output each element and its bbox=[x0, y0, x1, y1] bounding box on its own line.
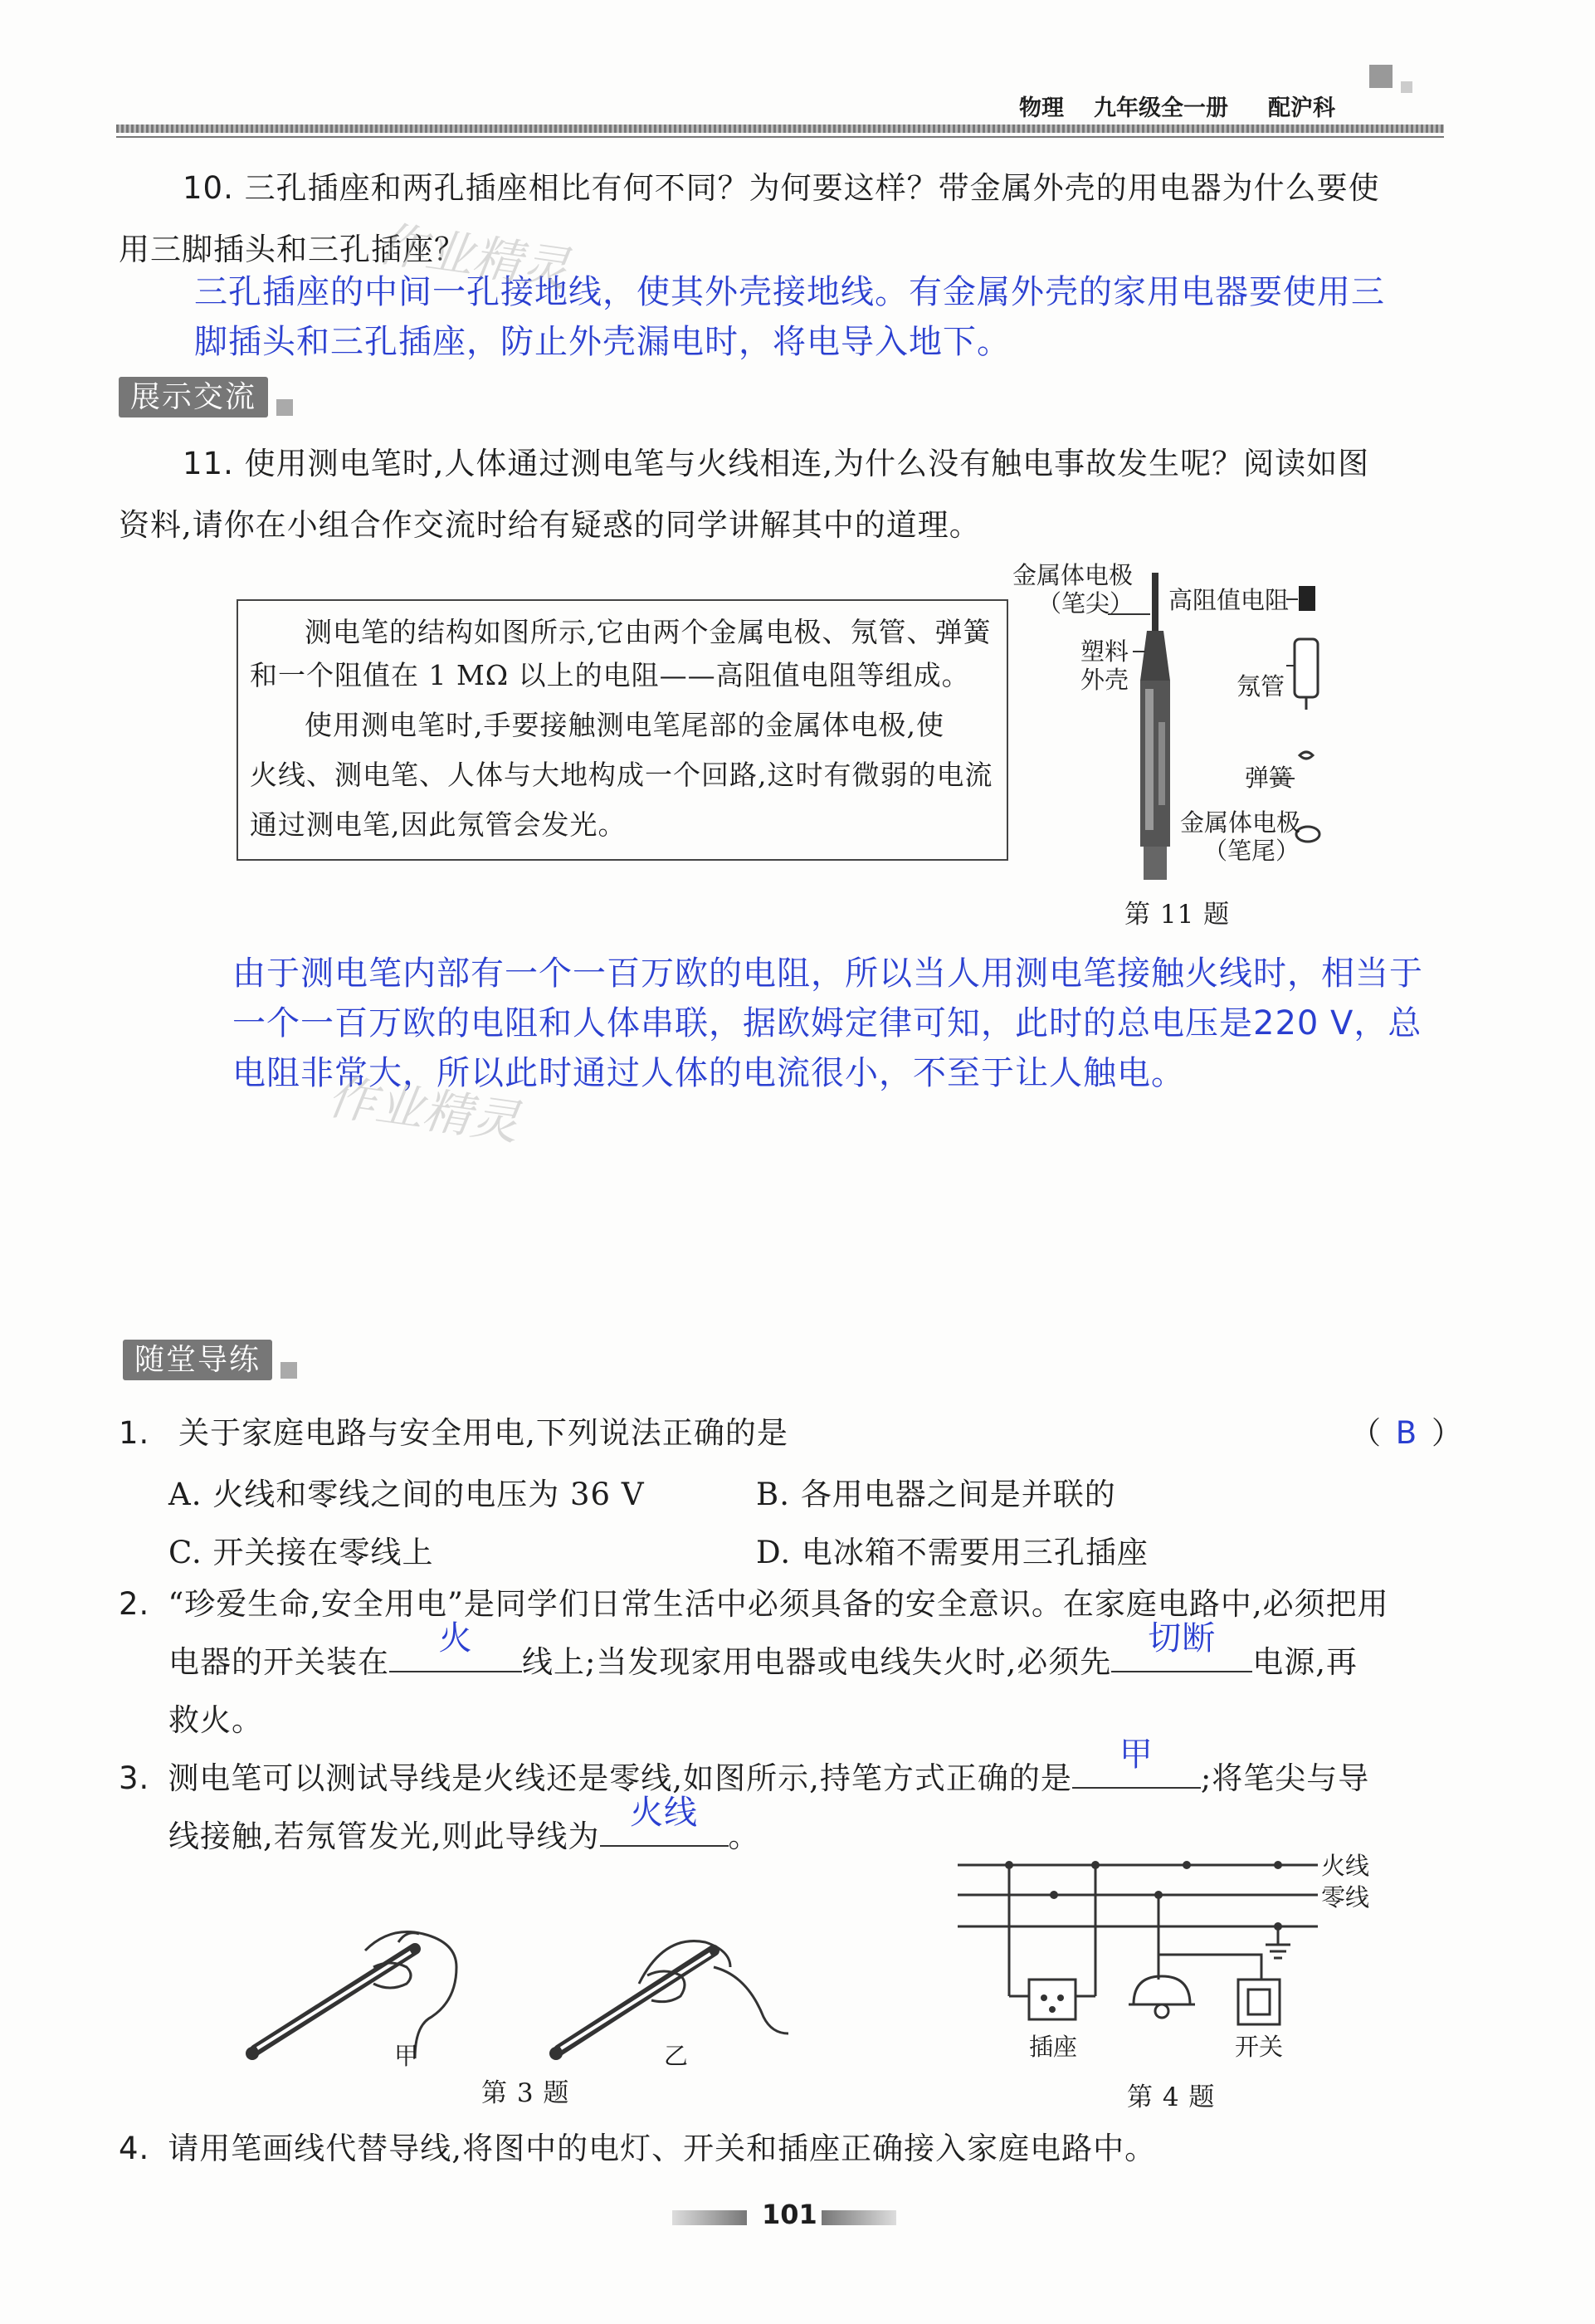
q11-box-line4: 火线、测电笔、人体与大地构成一个回路,这时有微弱的电流 bbox=[250, 759, 993, 791]
q11-info-box bbox=[237, 599, 1008, 861]
fig4-neutral-label: 零线 bbox=[1321, 1883, 1370, 1911]
fill2-blank2-answer: 切断 bbox=[1148, 1619, 1217, 1658]
label-resistor: 高阻值电阻 bbox=[1168, 586, 1290, 614]
header-rule bbox=[116, 124, 1444, 133]
fig3-label-a: 甲 bbox=[394, 2042, 419, 2070]
fill2-line3: 救火。 bbox=[168, 1702, 263, 1738]
fill2-line1: “珍爱生命,安全用电”是同学们日常生活中必须具备的安全意识。在家庭电路中,必须把用 bbox=[168, 1586, 1389, 1622]
fill2-number: 2. bbox=[119, 1586, 150, 1622]
q11-answer-line3: 电阻非常大，所以此时通过人体的电流很小，不至于让人触电。 bbox=[232, 1054, 1185, 1092]
label-tip-electrode: 金属体电极 bbox=[1012, 561, 1134, 589]
q11-box-line2: 和一个阻值在 1 MΩ 以上的电阻——高阻值电阻等组成。 bbox=[250, 659, 970, 691]
section-class-practice-title: 随堂导练 bbox=[123, 1340, 272, 1380]
label-plastic: 塑料 bbox=[1080, 637, 1129, 666]
q10-number: 10. bbox=[183, 170, 234, 206]
label-tail: （笔尾） bbox=[1203, 837, 1300, 865]
q11-box-line3: 使用测电笔时,手要接触测电笔尾部的金属体电极,使 bbox=[305, 709, 944, 741]
section-square-icon bbox=[280, 1362, 297, 1379]
page-number: 101 bbox=[762, 2199, 817, 2230]
q10-line1: 三孔插座和两孔插座相比有何不同？为何要这样？带金属外壳的用电器为什么要使 bbox=[244, 170, 1380, 206]
mc1-option-a[interactable]: A. 火线和零线之间的电压为 36 V bbox=[168, 1477, 645, 1512]
section-display-exchange-title: 展示交流 bbox=[119, 377, 268, 417]
q4-number: 4. bbox=[119, 2131, 150, 2166]
fill2-line2-a: 电器的开关装在 bbox=[168, 1644, 389, 1680]
q11-question bbox=[119, 433, 1463, 556]
fig4-caption: 第 4 题 bbox=[1127, 2082, 1216, 2112]
fill3-line1-b: ;将笔尖与导 bbox=[1200, 1760, 1370, 1796]
mc1-option-b[interactable]: B. 各用电器之间是并联的 bbox=[756, 1477, 1116, 1512]
q10-answer bbox=[194, 267, 1489, 367]
watermark-top: 作业精灵 bbox=[373, 215, 573, 298]
fig4 bbox=[946, 1847, 1411, 2133]
mc1 bbox=[119, 1403, 1463, 1580]
fill3-blank1-answer: 甲 bbox=[1119, 1736, 1154, 1774]
mc1-answer-paren bbox=[1350, 1403, 1463, 1464]
label-neon: 氖管 bbox=[1236, 672, 1285, 701]
fig3 bbox=[241, 1901, 822, 2116]
mc1-option-d[interactable]: D. 电冰箱不需要用三孔插座 bbox=[756, 1535, 1149, 1570]
q11-answer-line1: 由于测电笔内部有一个一百万欧的电阻，所以当人用测电笔接触火线时，相当于 bbox=[232, 954, 1423, 993]
header-grade: 九年级全一册 bbox=[1094, 95, 1228, 121]
q10-answer-line1: 三孔插座的中间一孔接地线，使其外壳接地线。有金属外壳的家用电器要使用三 bbox=[194, 273, 1385, 311]
header-subject: 物理 bbox=[1019, 95, 1064, 121]
header-corner-square bbox=[1369, 65, 1393, 88]
fill2-line2-b: 线上;当发现家用电器或电线失火时,必须先 bbox=[522, 1644, 1112, 1680]
q10-line2: 用三脚插头和三孔插座？ bbox=[119, 232, 466, 267]
q11-caption: 第 11 题 bbox=[1124, 900, 1231, 930]
mc1-paren-close: ） bbox=[1432, 1415, 1463, 1451]
fill3-blank1[interactable] bbox=[1072, 1736, 1201, 1789]
mc1-stem: 关于家庭电路与安全用电,下列说法正确的是 bbox=[178, 1415, 788, 1451]
q11-line2: 资料,请你在小组合作交流时给有疑惑的同学讲解其中的道理。 bbox=[119, 507, 981, 543]
hand-holding-pen-a-illustration bbox=[241, 1917, 473, 2083]
fill3-blank2[interactable] bbox=[600, 1794, 729, 1847]
q11-number: 11. bbox=[183, 446, 234, 481]
header-edition: 配沪科 bbox=[1268, 95, 1335, 121]
mc1-answer: B bbox=[1395, 1415, 1418, 1451]
label-shell: 外壳 bbox=[1080, 666, 1129, 694]
label-tip: （笔尖） bbox=[1037, 589, 1134, 618]
header bbox=[0, 0, 1595, 149]
fill3-blank2-answer: 火线 bbox=[630, 1794, 699, 1832]
header-corner-square-small bbox=[1401, 81, 1412, 93]
fig4-socket-label: 插座 bbox=[1029, 2033, 1078, 2061]
fill3-line2-a: 线接触,若氖管发光,则此导线为 bbox=[168, 1819, 600, 1854]
label-spring: 弹簧 bbox=[1245, 764, 1294, 792]
q10-question bbox=[119, 158, 1463, 281]
fill2 bbox=[119, 1575, 1463, 1750]
q11-answer-line2: 一个一百万欧的电阻和人体串联，据欧姆定律可知，此时的总电压是220 V，总 bbox=[232, 1004, 1422, 1042]
fig4-live-label: 火线 bbox=[1321, 1852, 1370, 1880]
q4 bbox=[119, 2118, 1463, 2180]
q4-text: 请用笔画线代替导线,将图中的电灯、开关和插座正确接入家庭电路中。 bbox=[168, 2131, 1157, 2166]
q11-figure bbox=[1004, 556, 1353, 938]
q11-box-line5: 通过测电笔,因此氖管会发光。 bbox=[250, 808, 627, 841]
fill2-line2-c: 电源,再 bbox=[1252, 1644, 1358, 1680]
section-class-practice bbox=[123, 1336, 297, 1379]
fig3-label-b: 乙 bbox=[664, 2042, 689, 2070]
header-rule-line bbox=[116, 136, 1444, 138]
watermark-middle: 作业精灵 bbox=[324, 1068, 523, 1151]
label-tail-electrode: 金属体电极 bbox=[1180, 808, 1301, 837]
mc1-paren-open: （ bbox=[1350, 1415, 1382, 1451]
footer bbox=[664, 2195, 929, 2237]
fill2-blank2[interactable] bbox=[1111, 1619, 1252, 1672]
footer-left-bar bbox=[672, 2210, 747, 2225]
fill2-blank1[interactable] bbox=[389, 1619, 522, 1672]
fill3-number: 3. bbox=[119, 1760, 150, 1796]
fig3-caption: 第 3 题 bbox=[481, 2078, 570, 2108]
q10-answer-line2: 脚插头和三孔插座，防止外壳漏电时，将电导入地下。 bbox=[194, 323, 1011, 361]
section-display-exchange bbox=[119, 374, 293, 416]
mc1-option-c[interactable]: C. 开关接在零线上 bbox=[168, 1535, 434, 1570]
fill3-line1-a: 测电笔可以测试导线是火线还是零线,如图所示,持笔方式正确的是 bbox=[168, 1760, 1072, 1796]
q11-box-line1: 测电笔的结构如图所示,它由两个金属电极、氖管、弹簧 bbox=[305, 616, 992, 648]
fill2-blank1-answer: 火 bbox=[438, 1619, 473, 1658]
section-square-icon bbox=[276, 399, 293, 416]
fill3-line2-b: 。 bbox=[728, 1819, 760, 1854]
q11-line1: 使用测电笔时,人体通过测电笔与火线相连,为什么没有触电事故发生呢？阅读如图 bbox=[244, 446, 1370, 481]
fig4-switch-label: 开关 bbox=[1235, 2033, 1284, 2061]
mc1-number: 1. bbox=[119, 1415, 150, 1451]
footer-right-bar bbox=[822, 2210, 896, 2225]
